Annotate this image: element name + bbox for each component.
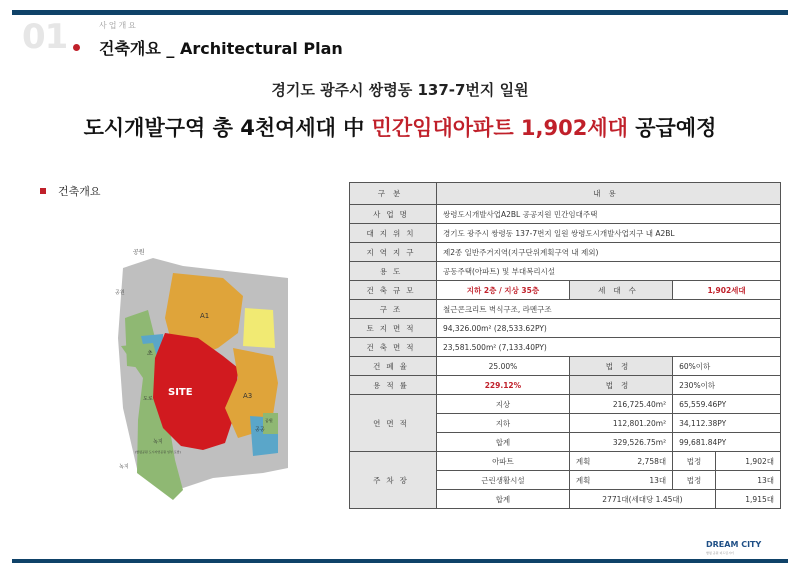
block-yellow [243,308,275,348]
floor-area-m2: 329,526.75m² [569,433,672,452]
subheading [40,183,101,199]
parking-total-law: 1,915대 [715,490,780,509]
parking-plan-value: 2,758대 [637,456,667,466]
subheading-label: 건축개요 [58,185,101,198]
parking-total-label: 합계 [437,490,570,509]
value-coverage-law: 60%이하 [673,357,781,376]
label-green: 녹지 [153,439,163,445]
label-coverage-law: 법정 [569,357,672,376]
site-map [113,238,288,510]
label-building-area: 건축면적 [350,338,437,357]
value-land-area: 94,326.00m² (28,533.62PY) [437,319,781,338]
section-dot-icon [73,44,80,51]
table-row [350,319,781,338]
floor-area-name: 지상 [437,395,570,414]
label-far: 용적률 [350,376,437,395]
label-households: 세대수 [569,281,672,300]
value-scale: 지하 2층 / 지상 35층 [437,281,570,300]
top-bar [12,10,788,15]
floor-area-py: 34,112.38PY [673,414,781,433]
table-row [350,357,781,376]
label-location: 대지위치 [350,224,437,243]
th-category: 구분 [350,183,437,205]
floor-area-py: 65,559.46PY [673,395,781,414]
table-row [350,395,781,414]
value-project-name: 쌍령도시개발사업A2BL 공공지원 민간임대주택 [437,205,781,224]
value-zone: 제2종 일반주거지역(지구단위계획구역 내 제외) [437,243,781,262]
table-row [350,262,781,281]
table-row [350,452,781,471]
value-far: 229.12% [437,376,570,395]
dream-city-logo: DREAM CITY [706,540,762,549]
label-road: 도로 [143,396,153,402]
headline-highlight: 민간임대아파트 1,902세대 [371,116,628,140]
label-project-name: 사업명 [350,205,437,224]
table-row [350,281,781,300]
table-header-row [350,183,781,205]
table-row [350,243,781,262]
label-use: 용도 [350,262,437,281]
label-public: 공공 [255,427,265,433]
label-park-small: 공원 [133,249,145,256]
logo-subtitle: 쌍령 공원 더드림시티 [706,551,734,555]
label-public2: 공원 [265,418,273,423]
section-title: 건축개요 _ Architectural Plan [99,39,343,58]
parking-type: 근린생활시설 [437,471,570,490]
small-green [263,413,278,434]
address-line: 경기도 광주시 쌍령동 137-7번지 일원 [271,81,529,99]
value-households: 1,902세대 [673,281,781,300]
label-structure: 구조 [350,300,437,319]
floor-area-m2: 112,801.20m² [569,414,672,433]
section-kicker: 사업개요 [99,21,138,30]
value-building-area: 23,581.500m² (7,133.40PY) [437,338,781,357]
parking-total-plan: 2771대(세대당 1.45대) [569,490,715,509]
floor-area-name: 합계 [437,433,570,452]
parking-plan-label: 계획 [575,456,591,466]
label-floor-area: 연면적 [350,395,437,452]
table-row [350,376,781,395]
parking-plan [569,452,672,471]
floor-area-py: 99,681.84PY [673,433,781,452]
label-a3: A3 [243,392,253,400]
parking-plan-label: 계획 [575,475,591,485]
headline [0,112,800,142]
parking-law-label: 법정 [673,452,716,471]
value-coverage: 25.00% [437,357,570,376]
parking-law-value: 13대 [715,471,780,490]
value-far-law: 230%이하 [673,376,781,395]
table-row [350,300,781,319]
label-parking: 주차장 [350,452,437,509]
label-small2: 녹지 [119,464,129,470]
parking-type: 아파트 [437,452,570,471]
value-structure: 철근콘크리트 벽식구조, 라멘구조 [437,300,781,319]
value-location: 경기도 광주시 쌍령동 137-7번지 일원 쌍령도시개발사업지구 내 A2BL [437,224,781,243]
floor-area-m2: 216,725.40m² [569,395,672,414]
label-scale: 건축규모 [350,281,437,300]
table-row [350,338,781,357]
headline-part1: 도시개발구역 총 4천여세대 中 [83,116,372,140]
section-number: 01 [22,17,68,57]
floor-area-name: 지하 [437,414,570,433]
parking-law-value: 1,902대 [715,452,780,471]
value-use: 공동주택(아파트) 및 부대복리시설 [437,262,781,281]
square-bullet-icon [40,188,46,194]
parking-plan-value: 13대 [649,475,667,485]
label-far-law: 법정 [569,376,672,395]
label-small1: 공원 [115,290,125,296]
parking-law-label: 법정 [673,471,716,490]
label-green-note: (쌍령공원 도시자연공원 일부 포함) [135,450,181,454]
label-coverage: 건폐율 [350,357,437,376]
label-school: 초 [147,350,153,357]
table-row [350,224,781,243]
th-content: 내용 [437,183,781,205]
table-row [350,205,781,224]
label-site: SITE [168,387,193,398]
headline-part2: 공급예정 [627,116,717,140]
spec-table [349,182,781,509]
parking-plan [569,471,672,490]
label-a1: A1 [200,312,210,320]
label-zone: 지역지구 [350,243,437,262]
bottom-bar [12,559,788,563]
label-land-area: 토지면적 [350,319,437,338]
